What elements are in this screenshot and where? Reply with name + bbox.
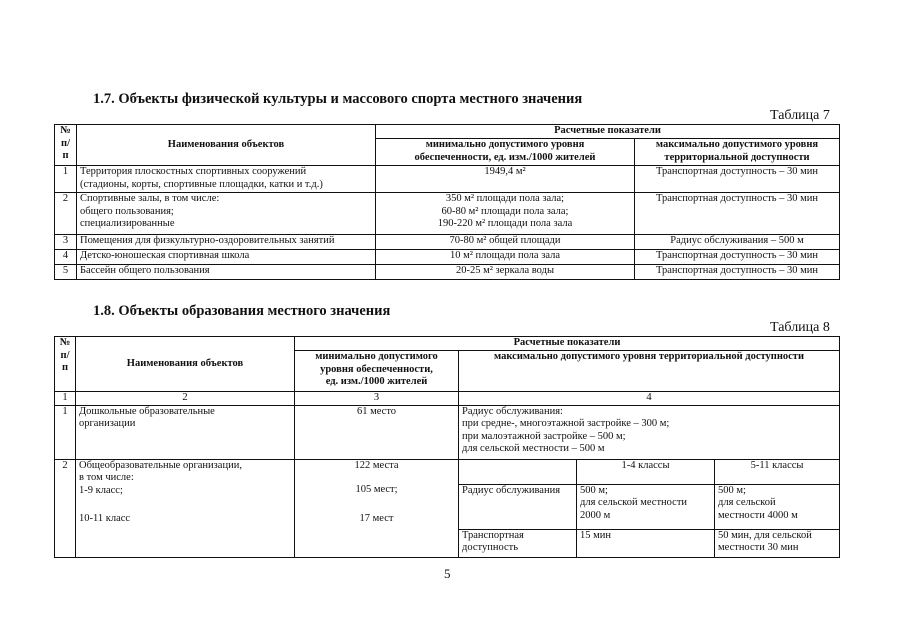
t8-row2-name-a: Общеобразовательные организации, в том числе: 1-9 класс; xyxy=(79,459,242,496)
table-7-label: Таблица 7 xyxy=(770,108,830,123)
t7-header-group: Расчетные показатели xyxy=(376,125,840,139)
table-row xyxy=(55,265,840,280)
t7-row4-name: Детско-юношеская спортивная школа xyxy=(77,250,376,265)
t7-row1-max: Транспортная доступность – 30 мин xyxy=(635,166,840,193)
t7-row1-num: 1 xyxy=(55,166,77,193)
t7-row4-max: Транспортная доступность – 30 мин xyxy=(635,250,840,265)
table-row xyxy=(55,459,840,484)
t7-row3-max: Радиус обслуживания – 500 м xyxy=(635,235,840,250)
t8-row2-transport-5-11: 50 мин, для сельской местности 30 мин xyxy=(715,529,840,557)
t8-row2-radius-label: Радиус обслуживания xyxy=(459,484,577,529)
t8-header-min: минимально допустимого уровня обеспеченности, ед. изм./1000 жителей xyxy=(295,351,459,392)
t8-row2-empty-cell xyxy=(459,459,577,484)
t7-row3-min: 70-80 м² общей площади xyxy=(376,235,635,250)
table-8-label: Таблица 8 xyxy=(770,320,830,335)
t8-row2-name-cell xyxy=(76,459,295,557)
t7-row3-num: 3 xyxy=(55,235,77,250)
table-7 xyxy=(54,124,840,280)
page-number: 5 xyxy=(444,566,451,581)
t8-colnum-1: 1 xyxy=(55,392,76,406)
t8-row2-min-b: 105 мест; xyxy=(355,484,398,495)
t7-row1-min: 1949,4 м² xyxy=(376,166,635,193)
t7-row2-num: 2 xyxy=(55,193,77,235)
t8-header-num: № п/п xyxy=(55,337,76,392)
t7-row2-name: Спортивные залы, в том числе: общего пользования; специализированные xyxy=(77,193,376,235)
t8-row2-min-a: 122 места xyxy=(354,459,399,471)
t8-header-group: Расчетные показатели xyxy=(295,337,840,351)
t7-row5-min: 20-25 м² зеркала воды xyxy=(376,265,635,280)
t8-row2-grade-5-11: 5-11 классы xyxy=(715,459,840,484)
t7-header-min: минимально допустимого уровня обеспеченности, ед. изм./1000 жителей xyxy=(376,139,635,166)
t7-row2-min: 350 м² площади пола зала; 60-80 м² площади пола зала; 190-220 м² площади пола зала xyxy=(376,193,635,235)
t8-row2-name-b: 10-11 класс xyxy=(79,513,131,524)
t8-row2-min-c: 17 мест xyxy=(359,512,394,524)
t7-row5-max: Транспортная доступность – 30 мин xyxy=(635,265,840,280)
t8-row1-max: Радиус обслуживания: при средне-, многоэтажной застройке – 300 м; при малоэтажной застройке – 500 м; для сельской местности – 500 м xyxy=(459,405,840,459)
t7-row5-name: Бассейн общего пользования xyxy=(77,265,376,280)
t7-row1-name: Территория плоскостных спортивных сооружений (стадионы, корты, спортивные площадки, катки и т.д.) xyxy=(77,166,376,193)
table-row xyxy=(55,166,840,193)
t8-header-max: максимально допустимого уровня территориальной доступности xyxy=(459,351,840,392)
table-row xyxy=(55,235,840,250)
t8-row2-radius-5-11: 500 м; для сельской местности 4000 м xyxy=(715,484,840,529)
t7-row3-name: Помещения для физкультурно-оздоровительных занятий xyxy=(77,235,376,250)
t7-header-name: Наименования объектов xyxy=(77,125,376,166)
t7-row5-num: 5 xyxy=(55,265,77,280)
t7-row4-min: 10 м² площади пола зала xyxy=(376,250,635,265)
t7-row4-num: 4 xyxy=(55,250,77,265)
t8-colnum-2: 2 xyxy=(76,392,295,406)
t8-row1-min: 61 место xyxy=(295,405,459,459)
t7-header-max: максимально допустимого уровня территориальной доступности xyxy=(635,139,840,166)
table-row xyxy=(55,405,840,459)
column-number-row xyxy=(55,392,840,406)
t8-colnum-3: 3 xyxy=(295,392,459,406)
t8-header-name: Наименования объектов xyxy=(76,337,295,392)
t8-row2-transport-1-4: 15 мин xyxy=(577,529,715,557)
t8-row2-grade-1-4: 1-4 классы xyxy=(577,459,715,484)
t8-row1-name: Дошкольные образовательные организации xyxy=(76,405,295,459)
t8-row2-num: 2 xyxy=(55,459,76,557)
t8-row2-min-cell xyxy=(295,459,459,557)
table-row xyxy=(55,250,840,265)
t8-row1-num: 1 xyxy=(55,405,76,459)
section-7-heading: 1.7. Объекты физической культуры и массового спорта местного значения xyxy=(93,91,583,107)
t7-row2-max: Транспортная доступность – 30 мин xyxy=(635,193,840,235)
t8-row2-transport-label: Транспортная доступность xyxy=(459,529,577,557)
section-8-heading: 1.8. Объекты образования местного значения xyxy=(93,303,391,319)
table-row xyxy=(55,193,840,235)
t8-colnum-4: 4 xyxy=(459,392,840,406)
t8-row2-radius-1-4: 500 м; для сельской местности 2000 м xyxy=(577,484,715,529)
table-8 xyxy=(54,336,840,558)
t7-header-num: № п/п xyxy=(55,125,77,166)
